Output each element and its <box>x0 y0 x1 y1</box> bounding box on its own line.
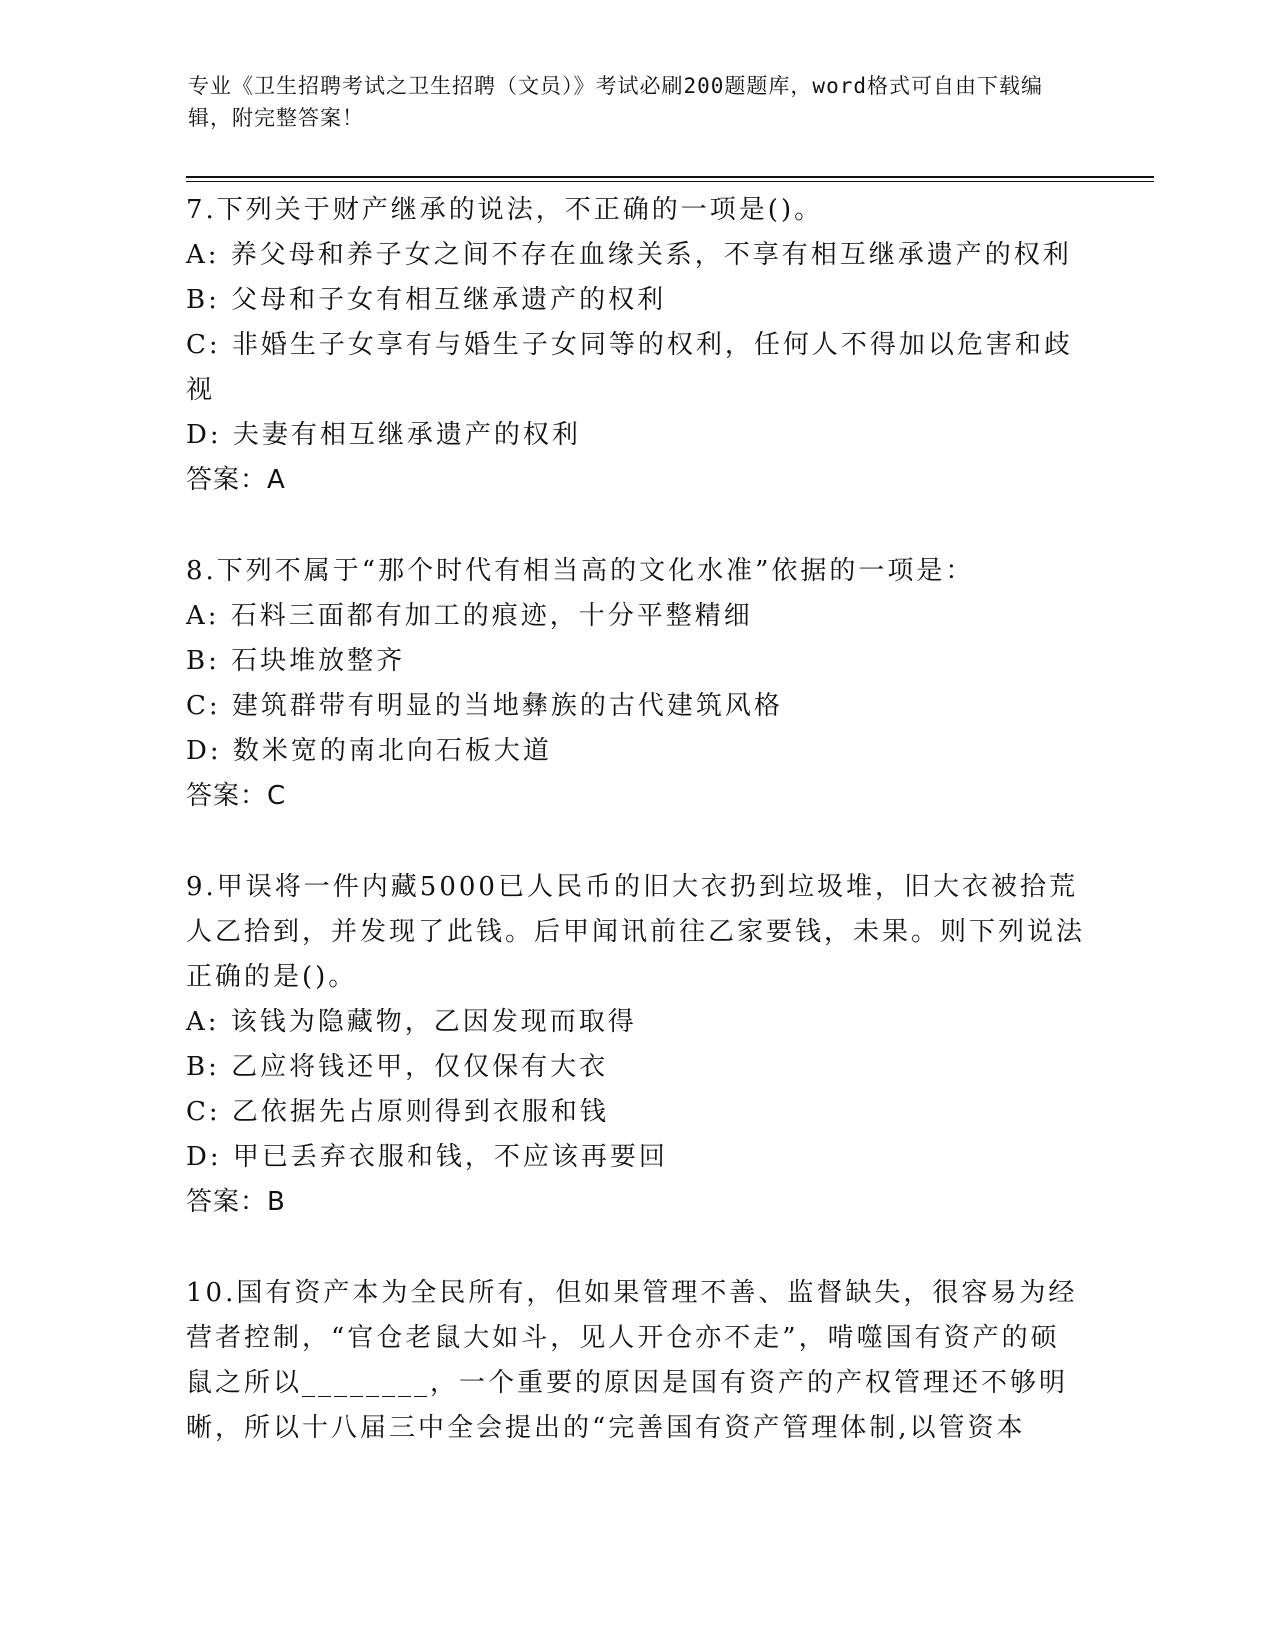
document-header: 专业《卫生招聘考试之卫生招聘（文员）》考试必刷200题题库，word格式可自由下载编辑，附完整答案！ <box>188 74 1043 130</box>
option-b: B: 乙应将钱还甲，仅仅保有大衣 <box>186 1052 609 1082</box>
option-c: C: 建筑群带有明显的当地彝族的古代建筑风格 <box>186 691 783 721</box>
option-c: C: 非婚生子女享有与婚生子女同等的权利，任何人不得加以危害和歧视 <box>186 330 1073 405</box>
question-9 <box>186 865 1086 1225</box>
question-spacer <box>186 819 1086 865</box>
option-a: A: 养父母和养子女之间不存在血缘关系，不享有相互继承遗产的权利 <box>186 240 1072 270</box>
question-stem: 8.下列不属于“那个时代有相当高的文化水准”依据的一项是： <box>186 556 975 586</box>
question-10 <box>186 1271 1086 1451</box>
option-b: B: 父母和子女有相互继承遗产的权利 <box>186 285 667 315</box>
answer-line: 答案：C <box>186 781 287 811</box>
question-stem: 9.甲误将一件内藏5000已人民币的旧大衣扔到垃圾堆，旧大衣被拾荒人乙拾到，并发现了此钱。后甲闻讯前往乙家要钱，未果。则下列说法正确的是()。 <box>186 872 1086 992</box>
question-spacer <box>186 1225 1086 1271</box>
option-d: D: 数米宽的南北向石板大道 <box>186 736 552 766</box>
question-7 <box>186 188 1086 503</box>
answer-line: 答案：A <box>186 465 286 495</box>
option-a: A: 石料三面都有加工的痕迹，十分平整精细 <box>186 601 753 631</box>
option-c: C: 乙依据先占原则得到衣服和钱 <box>186 1097 609 1127</box>
question-stem: 7.下列关于财产继承的说法，不正确的一项是()。 <box>186 195 824 225</box>
header-divider-thin <box>186 181 1154 182</box>
answer-line: 答案：B <box>186 1187 286 1217</box>
option-d: D: 夫妻有相互继承遗产的权利 <box>186 420 581 450</box>
option-b: B: 石块堆放整齐 <box>186 646 406 676</box>
option-a: A: 该钱为隐藏物，乙因发现而取得 <box>186 1007 637 1037</box>
option-d: D: 甲已丢弃衣服和钱，不应该再要回 <box>186 1142 668 1172</box>
header-divider-thick <box>186 176 1154 178</box>
question-spacer <box>186 503 1086 549</box>
question-list <box>186 188 1086 1451</box>
question-stem: 10.国有资产本为全民所有，但如果管理不善、监督缺失，很容易为经营者控制，“官仓老鼠大如斗，见人开仓亦不走”，啃噬国有资产的硕鼠之所以________，一个重要的原因是国有资产的产权管理还不够明晰，所以十八届三中全会提出的“完善国有资产管理体制,以管资本 <box>186 1278 1078 1443</box>
question-8 <box>186 549 1086 819</box>
